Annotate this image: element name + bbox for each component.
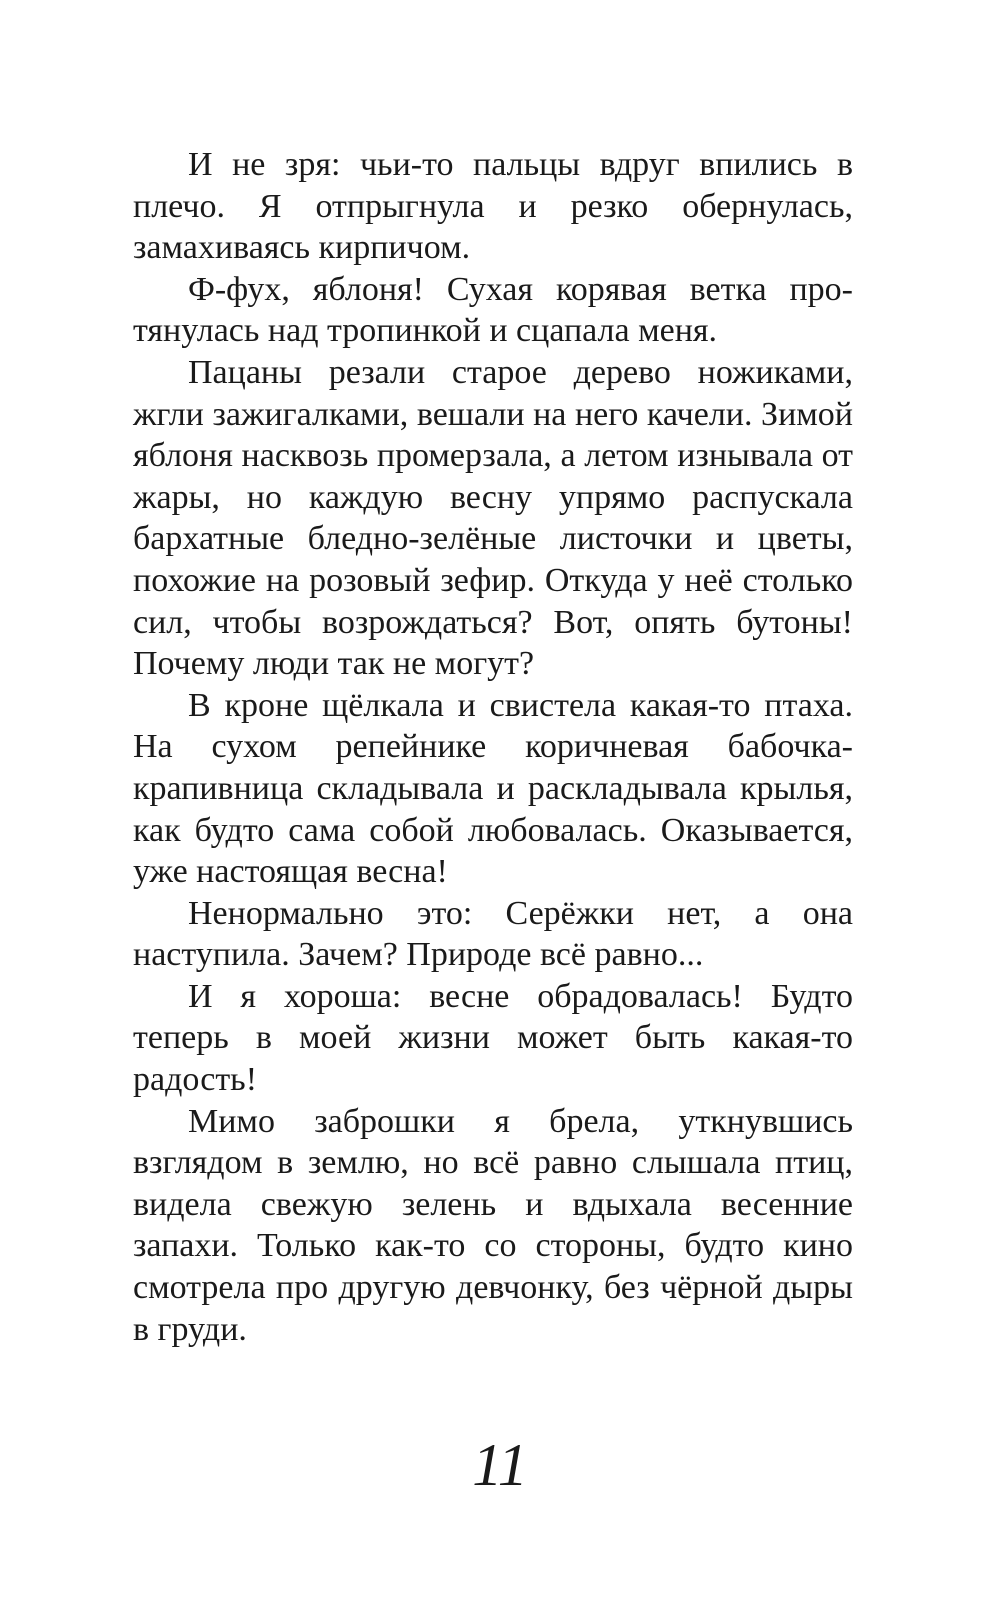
paragraph-4: В кроне щёлкала и свистела какая-то птаха. На сухом репейнике коричневая бабочка-крапивница складывала и раскладывала крылья, как будто сама собой любовалась. Оказывается, уже настоящая весна! bbox=[133, 686, 853, 891]
paragraph-6: И я хороша: весне обрадовалась! Будто теперь в моей жизни может быть какая-то радость! bbox=[133, 977, 853, 1099]
page-number: 11 bbox=[472, 1432, 528, 1498]
body-text bbox=[133, 144, 853, 1350]
paragraph-2: Ф-фух, яблоня! Сухая корявая ветка протянулась над тропинкой и сцапала меня. bbox=[133, 270, 853, 350]
paragraph-1: И не зря: чьи-то пальцы вдруг впились в плечо. Я отпрыгнула и резко обернулась, замахиваясь кирпичом. bbox=[133, 146, 853, 267]
paragraph-5: Ненормально это: Серёжки нет, а она наступила. Зачем? Природе всё равно... bbox=[133, 894, 853, 974]
paragraph-3: Пацаны резали старое дерево ножиками, жгли зажигалками, вешали на него качели. Зимой яблоня насквозь промерзала, а летом изнывала от жары, но каждую весну упрямо распускала бархатные бледно-зелёные листочки и цветы, похожие на розовый зефир. Откуда у неё столько сил, чтобы возрождаться? Вот, опять бутоны! Почему люди так не могут? bbox=[133, 353, 853, 683]
paragraph-7: Мимо заброшки я брела, уткнувшись взглядом в землю, но всё равно слышала птиц, видела свежую зелень и вдыхала весенние запахи. Только как-то со стороны, будто кино смотрела про другую девчонку, без чёрной дыры в груди. bbox=[133, 1102, 853, 1348]
